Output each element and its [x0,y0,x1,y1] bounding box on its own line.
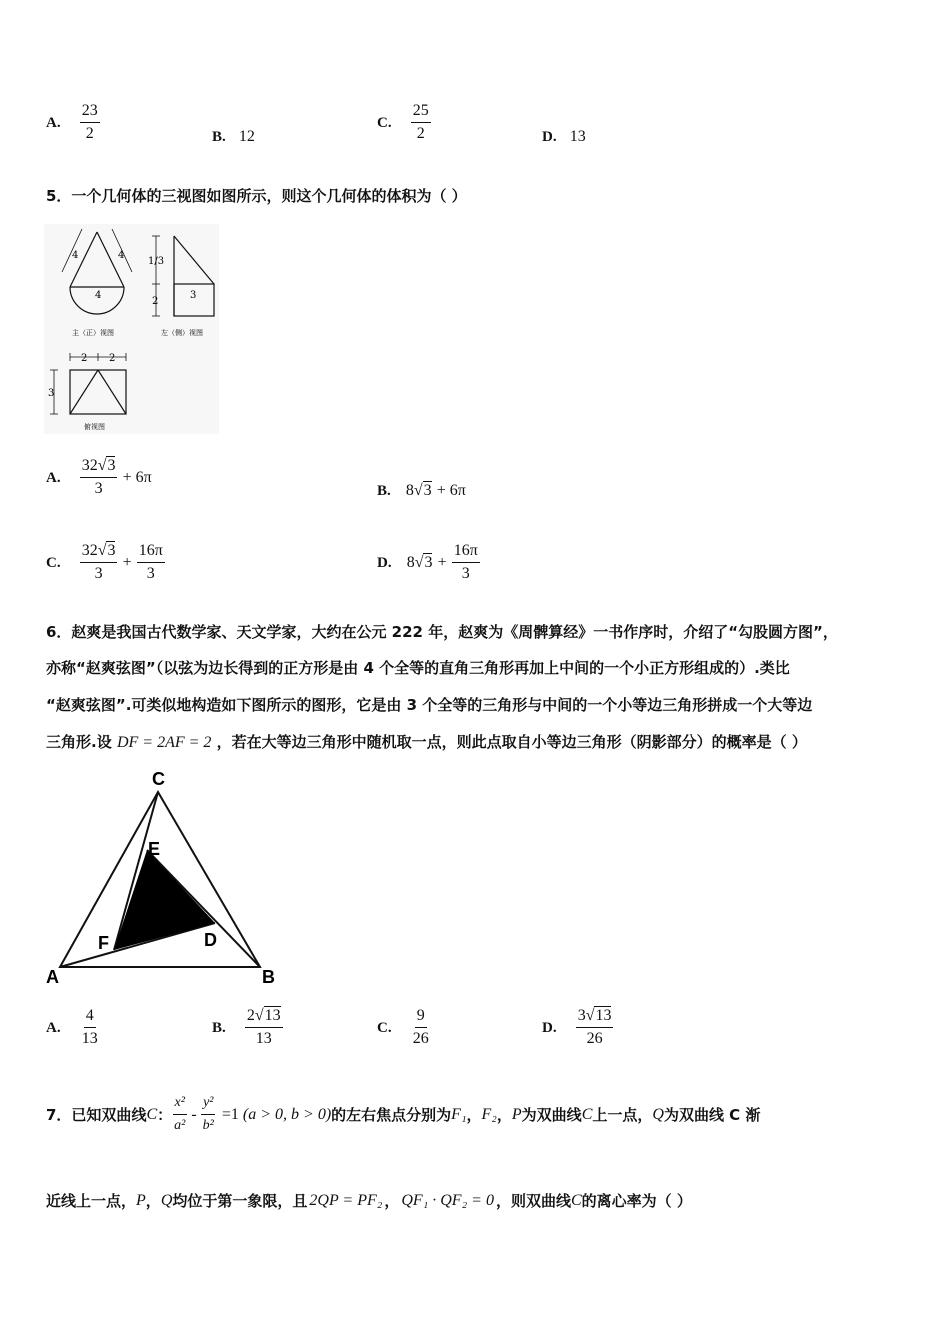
focus-f2: F₂ [481,1105,497,1123]
q6-line-4 [46,725,807,760]
q5-stem: 5．一个几何体的三视图如图所示，则这个几何体的体积为（ ） [46,187,467,205]
option-letter: D. [542,129,557,145]
q7-line-2 [46,1190,692,1211]
q6-line-1: 6．赵爽是我国古代数学家、天文学家，大约在公元 222 年，赵爽为《周髀算经》一书作序时，介绍了“勾股圆方图”， [46,623,838,641]
option-letter: D. [542,1020,557,1036]
fraction-denominator: 13 [255,1030,272,1047]
fraction-denominator-2: 3 [146,565,155,582]
fraction-numerator: 25 [411,100,431,123]
q5-option-b: B. 8√3 + 6π [377,482,466,499]
top-view-caption: 俯视图 [84,423,105,431]
q7-line-2-start: 近线上一点， [46,1192,137,1210]
zhao-shuang-triangle-figure [40,765,285,990]
label-a: A [46,967,59,987]
curve-name-3: C [570,1191,582,1209]
label-c: C [152,769,165,789]
point-p-2: P [136,1191,146,1209]
q5-option-c: C. $\frac{32√3}{3}$ + $\frac{16\pi}{3}$ [46,540,165,585]
colon: ： [157,1106,173,1124]
q6-line-4-end: ，若在大等边三角形中随机取一点，则此点取自小等边三角形（阴影部分）的概率是（ ） [216,733,807,751]
fraction-numerator: 32 [81,542,98,559]
b-squared: b² [202,1118,214,1133]
option-letter: B. [212,1020,226,1036]
label-d: D [204,930,217,950]
q6-line-2: 亦称“赵爽弦图”（以弦为边长得到的正方形是由 4 个全等的直角三角形再加上中间的一个小正方形组成的）.类比 [46,659,790,677]
top-dim-h: 3 [48,388,55,399]
q6-line-4-start: 三角形.设 [46,733,112,751]
label-f: F [98,933,109,953]
three-view-drawing [44,224,219,434]
front-dim-slant-right: 4 [118,250,125,261]
q7-text-3: 上一点， [592,1106,653,1124]
fraction-denominator: 26 [412,1030,429,1047]
q5-option-d: D. 8√3 + $\frac{16\pi}{3}$ [377,540,480,585]
fraction-numerator: 9 [415,1005,427,1028]
fraction-numerator: 4 [84,1005,96,1028]
comma: ， [466,1106,482,1124]
plus-sign: + [437,554,447,571]
point-q-2: Q [160,1191,173,1209]
fraction-denominator: 3 [94,480,103,497]
fraction-numerator: 23 [80,100,100,123]
q7-line-1 [46,1092,760,1137]
y-squared: y² [201,1092,215,1115]
q5-option-a: A. $\frac{32√3}{3}$ + 6π [46,455,152,500]
q4-option-c [377,100,431,145]
vector-condition-2: QF₁ · QF₂ = 0 [401,1191,494,1209]
radicand: 13 [264,1007,281,1024]
option-value: 12 [238,128,255,145]
option-letter: C. [377,1020,392,1036]
curve-name: C [146,1105,158,1123]
option-tail: + 6π [122,469,152,486]
q6-option-d: D. $\frac{3√13}{26}$ [542,1005,613,1050]
front-view-caption: 主（正）视图 [72,329,114,337]
q6-option-a [46,1005,100,1050]
label-e: E [148,839,161,859]
option-letter: A. [46,470,61,486]
fraction-numerator: 32 [81,457,98,474]
plus-sign: + [122,554,132,571]
option-tail: + 6π [436,482,466,499]
radicand: 3 [107,542,116,559]
fraction-denominator-2: 3 [461,565,470,582]
equals-one: =1 [221,1105,239,1123]
point-q: Q [652,1105,664,1123]
option-letter: C. [377,115,392,131]
coefficient: 2 [246,1007,255,1024]
fraction-numerator-2: 16π [452,540,480,563]
coefficient: 8 [406,554,415,571]
q7-line-2-end: 的离心率为（ ） [581,1192,692,1210]
side-dim-h2: 2 [152,296,159,307]
top-dim-b: 2 [109,353,116,364]
option-letter: B. [212,129,226,145]
focus-f1: F₁ [451,1105,467,1123]
fraction-denominator: 26 [586,1030,603,1047]
q7-line-2-mid: 均位于第一象限，且 [172,1192,308,1210]
q4-option-d [542,126,586,146]
option-letter: A. [46,1020,61,1036]
triangle-drawing [40,765,285,990]
radicand: 3 [424,554,433,571]
q7-line-2-then: ，则双曲线 [495,1192,571,1210]
x-squared: x² [173,1092,187,1115]
top-dim-a: 2 [81,353,88,364]
fraction-denominator: 13 [81,1030,98,1047]
front-dim-slant-left: 4 [72,250,79,261]
side-dim-width: 3 [190,290,197,301]
fraction-denominator: 2 [85,125,94,142]
point-p: P [511,1105,522,1123]
coefficient: 8 [405,482,414,499]
front-dim-base: 4 [95,290,102,301]
q6-condition-math: DF = 2AF = 2 [116,734,212,751]
option-value: 13 [569,128,586,145]
coefficient: 3 [577,1007,586,1024]
fraction-numerator-2: 16π [137,540,165,563]
three-view-figure [44,224,219,434]
side-view-caption: 左（侧）视图 [161,329,203,337]
option-letter: D. [377,555,392,571]
minus-sign: - [191,1105,197,1123]
comma-3: ， [145,1192,161,1210]
comma-4: ， [384,1192,400,1210]
label-b: B [262,967,275,987]
q7-text-2: 为双曲线 [521,1106,582,1124]
fraction-denominator: 3 [94,565,103,582]
option-letter: B. [377,483,391,499]
q7-text-4: 为双曲线 C 渐 [663,1106,761,1124]
q6-option-b: B. $\frac{2√13}{13}$ [212,1005,283,1050]
side-dim-h1: 1/3 [148,256,165,267]
parameter-condition: (a > 0, b > 0) [242,1105,332,1123]
option-letter: C. [46,555,61,571]
radicand: 3 [107,457,116,474]
vector-condition-1: 2QP = PF₂ [309,1191,383,1209]
q6-line-3: “赵爽弦图”.可类似地构造如下图所示的图形，它是由 3 个全等的三角形与中间的一个小等边三角形拼成一个大等边 [46,696,813,714]
comma-2: ， [496,1106,512,1124]
a-squared: a² [174,1118,186,1133]
q7-prefix: 7．已知双曲线 [46,1106,147,1124]
q4-option-a [46,100,100,145]
radicand: 13 [595,1007,612,1024]
option-letter: A. [46,115,61,131]
q7-text-1: 的左右焦点分别为 [331,1106,452,1124]
curve-name-2: C [581,1105,593,1123]
q6-option-c [377,1005,431,1050]
radicand: 3 [423,482,432,499]
fraction-denominator: 2 [416,125,425,142]
q4-option-b [212,126,255,146]
